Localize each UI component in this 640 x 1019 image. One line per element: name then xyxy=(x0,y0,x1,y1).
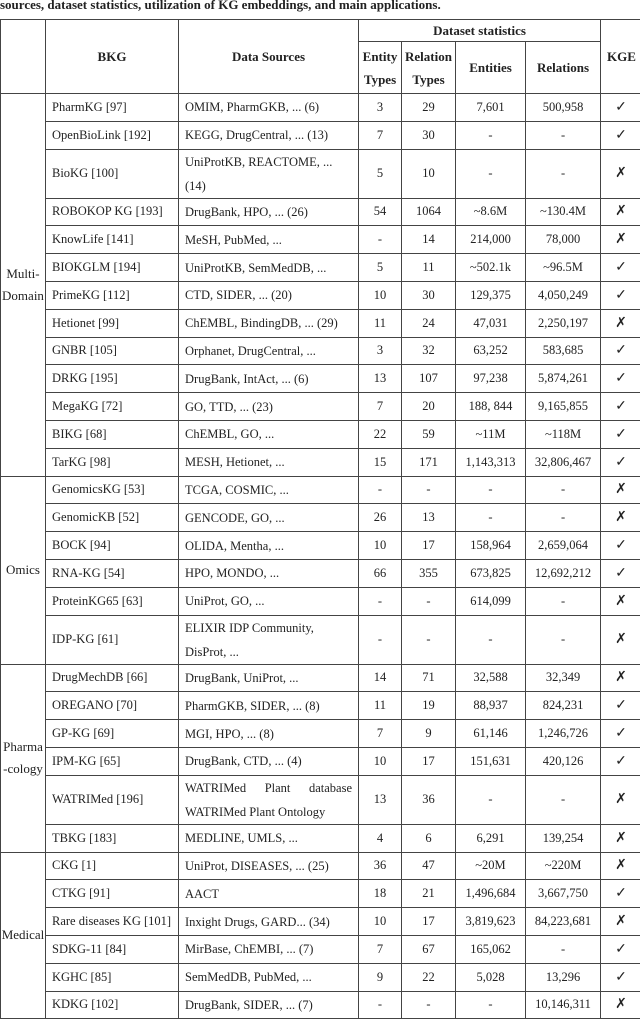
relations-cell: - xyxy=(526,149,601,198)
table-row xyxy=(1,337,640,365)
relations-cell: 32,349 xyxy=(526,664,601,692)
cross-icon: ✗ xyxy=(601,198,640,226)
relations-cell: - xyxy=(526,476,601,504)
bkg-name-cell: IPM-KG [65] xyxy=(46,747,179,775)
relation-types-cell: 9 xyxy=(402,720,456,748)
table-row xyxy=(1,393,640,421)
entities-cell: 151,631 xyxy=(456,747,526,775)
check-icon: ✓ xyxy=(601,692,640,720)
table-row xyxy=(1,664,640,692)
entity-types-cell: 10 xyxy=(359,908,402,936)
relation-types-cell: 24 xyxy=(402,309,456,337)
entities-cell: - xyxy=(456,121,526,149)
entity-types-cell: 13 xyxy=(359,775,402,824)
data-sources-cell: DrugBank, IntAct, ... (6) xyxy=(179,365,359,393)
relation-types-cell: 1064 xyxy=(402,198,456,226)
entities-cell: - xyxy=(456,149,526,198)
bkg-name-cell: BIKG [68] xyxy=(46,420,179,448)
entities-cell: - xyxy=(456,504,526,532)
entity-types-cell: 5 xyxy=(359,254,402,282)
relation-types-cell: 13 xyxy=(402,504,456,532)
table-row xyxy=(1,963,640,991)
data-sources-cell: DrugBank, HPO, ... (26) xyxy=(179,198,359,226)
relation-types-cell: 20 xyxy=(402,393,456,421)
bkg-name-cell: PrimeKG [112] xyxy=(46,281,179,309)
cross-icon: ✗ xyxy=(601,504,640,532)
cross-icon: ✗ xyxy=(601,226,640,254)
relation-types-header: Relation Types xyxy=(402,42,456,94)
check-icon: ✓ xyxy=(601,559,640,587)
entities-cell: ~502.1k xyxy=(456,254,526,282)
entity-types-cell: 10 xyxy=(359,747,402,775)
data-sources-cell: AACT xyxy=(179,880,359,908)
entity-types-cell: 26 xyxy=(359,504,402,532)
entities-cell: - xyxy=(456,991,526,1019)
relations-cell: 500,958 xyxy=(526,94,601,122)
bkg-name-cell: RNA-KG [54] xyxy=(46,559,179,587)
table-row xyxy=(1,587,640,615)
check-icon: ✓ xyxy=(601,935,640,963)
table-row xyxy=(1,880,640,908)
entity-types-cell: - xyxy=(359,587,402,615)
bkg-name-cell: GenomicsKG [53] xyxy=(46,476,179,504)
entities-cell: 7,601 xyxy=(456,94,526,122)
check-icon: ✓ xyxy=(601,281,640,309)
check-icon: ✓ xyxy=(601,254,640,282)
entity-types-cell: 13 xyxy=(359,365,402,393)
entity-types-cell: 9 xyxy=(359,963,402,991)
entities-cell: 32,588 xyxy=(456,664,526,692)
table-row xyxy=(1,121,640,149)
relations-cell: ~118M xyxy=(526,420,601,448)
cross-icon: ✗ xyxy=(601,824,640,852)
relation-types-cell: 10 xyxy=(402,149,456,198)
table-row xyxy=(1,935,640,963)
table-row xyxy=(1,532,640,560)
entity-types-cell: 11 xyxy=(359,692,402,720)
relation-types-cell: - xyxy=(402,587,456,615)
entities-cell: 61,146 xyxy=(456,720,526,748)
table-row xyxy=(1,615,640,664)
relation-types-cell: 30 xyxy=(402,121,456,149)
table-row xyxy=(1,476,640,504)
cross-icon: ✗ xyxy=(601,309,640,337)
entity-types-cell: 36 xyxy=(359,852,402,880)
data-sources-cell: OMIM, PharmGKB, ... (6) xyxy=(179,94,359,122)
entity-types-cell: 14 xyxy=(359,664,402,692)
entities-cell: 88,937 xyxy=(456,692,526,720)
entity-types-cell: 18 xyxy=(359,880,402,908)
relation-types-cell: 22 xyxy=(402,963,456,991)
entities-cell: 6,291 xyxy=(456,824,526,852)
data-sources-cell: GO, TTD, ... (23) xyxy=(179,393,359,421)
category-cell: Omics xyxy=(1,476,46,664)
cross-icon: ✗ xyxy=(601,775,640,824)
relations-cell: 3,667,750 xyxy=(526,880,601,908)
entities-cell: 673,825 xyxy=(456,559,526,587)
table-row xyxy=(1,420,640,448)
table-row xyxy=(1,309,640,337)
category-cell: Pharma -cology xyxy=(1,664,46,852)
entities-cell: 188, 844 xyxy=(456,393,526,421)
table-row xyxy=(1,281,640,309)
entities-cell: 214,000 xyxy=(456,226,526,254)
entities-cell: 63,252 xyxy=(456,337,526,365)
check-icon: ✓ xyxy=(601,720,640,748)
table-row xyxy=(1,254,640,282)
bkg-name-cell: DRKG [195] xyxy=(46,365,179,393)
data-sources-cell: CTD, SIDER, ... (20) xyxy=(179,281,359,309)
check-icon: ✓ xyxy=(601,963,640,991)
relation-types-cell: 19 xyxy=(402,692,456,720)
relation-types-cell: 107 xyxy=(402,365,456,393)
table-row xyxy=(1,747,640,775)
relation-types-cell: - xyxy=(402,476,456,504)
table-row xyxy=(1,365,640,393)
data-sources-cell: UniProtKB, SemMedDB, ... xyxy=(179,254,359,282)
relations-cell: - xyxy=(526,121,601,149)
bkg-name-cell: BioKG [100] xyxy=(46,149,179,198)
entities-cell: ~8.6M xyxy=(456,198,526,226)
entities-cell: - xyxy=(456,476,526,504)
relation-types-cell: - xyxy=(402,991,456,1019)
table-row xyxy=(1,226,640,254)
relation-types-cell: 32 xyxy=(402,337,456,365)
cross-icon: ✗ xyxy=(601,991,640,1019)
check-icon: ✓ xyxy=(601,448,640,476)
cross-icon: ✗ xyxy=(601,149,640,198)
relation-types-cell: 17 xyxy=(402,747,456,775)
relations-cell: 139,254 xyxy=(526,824,601,852)
relations-cell: - xyxy=(526,504,601,532)
relation-types-cell: 21 xyxy=(402,880,456,908)
bkg-name-cell: CTKG [91] xyxy=(46,880,179,908)
entity-types-cell: 3 xyxy=(359,94,402,122)
entity-types-header: Entity Types xyxy=(359,42,402,94)
entity-types-cell: 3 xyxy=(359,337,402,365)
entities-cell: - xyxy=(456,615,526,664)
relation-types-cell: 36 xyxy=(402,775,456,824)
relation-types-cell: 29 xyxy=(402,94,456,122)
cross-icon: ✗ xyxy=(601,615,640,664)
check-icon: ✓ xyxy=(601,532,640,560)
relations-cell: 78,000 xyxy=(526,226,601,254)
relations-cell: 583,685 xyxy=(526,337,601,365)
data-sources-cell: PharmGKB, SIDER, ... (8) xyxy=(179,692,359,720)
table-row xyxy=(1,559,640,587)
entities-cell: 1,496,684 xyxy=(456,880,526,908)
table-row xyxy=(1,775,640,824)
bkg-header: BKG xyxy=(46,20,179,94)
entity-types-cell: 66 xyxy=(359,559,402,587)
table-caption: sources, dataset statistics, utilization of KG embeddings, and main applications. xyxy=(0,0,640,17)
table-row xyxy=(1,720,640,748)
cross-icon: ✗ xyxy=(601,908,640,936)
bkg-name-cell: IDP-KG [61] xyxy=(46,615,179,664)
data-sources-cell: Inxight Drugs, GARD... (34) xyxy=(179,908,359,936)
data-sources-cell: DrugBank, UniProt, ... xyxy=(179,664,359,692)
check-icon: ✓ xyxy=(601,880,640,908)
relation-types-cell: 11 xyxy=(402,254,456,282)
relations-cell: 32,806,467 xyxy=(526,448,601,476)
entities-cell: 1,143,313 xyxy=(456,448,526,476)
cross-icon: ✗ xyxy=(601,587,640,615)
entity-types-cell: 5 xyxy=(359,149,402,198)
relations-cell: - xyxy=(526,615,601,664)
entity-types-cell: 11 xyxy=(359,309,402,337)
entity-types-cell: 7 xyxy=(359,393,402,421)
relations-cell: 12,692,212 xyxy=(526,559,601,587)
bkg-name-cell: Hetionet [99] xyxy=(46,309,179,337)
relations-cell: 2,659,064 xyxy=(526,532,601,560)
data-sources-cell: WATRIMed Plant database WATRIMed Plant Ontology xyxy=(179,775,359,824)
data-sources-cell: UniProt, GO, ... xyxy=(179,587,359,615)
entity-types-cell: 7 xyxy=(359,121,402,149)
relations-cell: 10,146,311 xyxy=(526,991,601,1019)
data-sources-cell: GENCODE, GO, ... xyxy=(179,504,359,532)
entity-types-cell: - xyxy=(359,476,402,504)
relations-cell: 13,296 xyxy=(526,963,601,991)
data-sources-cell: UniProtKB, REACTOME, ... (14) xyxy=(179,149,359,198)
table-row xyxy=(1,824,640,852)
kge-header: KGE xyxy=(601,20,640,94)
bkg-name-cell: OREGANO [70] xyxy=(46,692,179,720)
check-icon: ✓ xyxy=(601,747,640,775)
bkg-name-cell: GenomicKB [52] xyxy=(46,504,179,532)
bkg-name-cell: PharmKG [97] xyxy=(46,94,179,122)
entities-cell: ~11M xyxy=(456,420,526,448)
bkg-name-cell: SDKG-11 [84] xyxy=(46,935,179,963)
category-cell: Multi- Domain xyxy=(1,94,46,477)
cross-icon: ✗ xyxy=(601,476,640,504)
entity-types-cell: 7 xyxy=(359,935,402,963)
bkg-name-cell: DrugMechDB [66] xyxy=(46,664,179,692)
check-icon: ✓ xyxy=(601,420,640,448)
entities-header: Entities xyxy=(456,42,526,94)
entity-types-cell: 4 xyxy=(359,824,402,852)
data-sources-cell: KEGG, DrugCentral, ... (13) xyxy=(179,121,359,149)
relation-types-cell: 17 xyxy=(402,532,456,560)
data-sources-cell: ChEMBL, GO, ... xyxy=(179,420,359,448)
relations-cell: 2,250,197 xyxy=(526,309,601,337)
relations-cell: ~130.4M xyxy=(526,198,601,226)
relations-cell: ~96.5M xyxy=(526,254,601,282)
relations-cell: ~220M xyxy=(526,852,601,880)
relations-cell: 420,126 xyxy=(526,747,601,775)
relation-types-cell: 67 xyxy=(402,935,456,963)
check-icon: ✓ xyxy=(601,365,640,393)
entity-types-cell: 15 xyxy=(359,448,402,476)
table-row xyxy=(1,94,640,122)
bkg-name-cell: KGHC [85] xyxy=(46,963,179,991)
relation-types-cell: 355 xyxy=(402,559,456,587)
dataset-statistics-header: Dataset statistics xyxy=(359,20,601,42)
data-sources-cell: SemMedDB, PubMed, ... xyxy=(179,963,359,991)
bkg-table xyxy=(0,19,640,1019)
table-row xyxy=(1,504,640,532)
table-body xyxy=(1,94,640,1019)
relations-cell: - xyxy=(526,935,601,963)
bkg-name-cell: OpenBioLink [192] xyxy=(46,121,179,149)
bkg-name-cell: CKG [1] xyxy=(46,852,179,880)
bkg-name-cell: MegaKG [72] xyxy=(46,393,179,421)
relation-types-cell: 14 xyxy=(402,226,456,254)
table-row xyxy=(1,149,640,198)
relation-types-cell: 171 xyxy=(402,448,456,476)
entity-types-cell: 7 xyxy=(359,720,402,748)
bkg-name-cell: WATRIMed [196] xyxy=(46,775,179,824)
entity-types-cell: 54 xyxy=(359,198,402,226)
table-row xyxy=(1,908,640,936)
relations-cell: 9,165,855 xyxy=(526,393,601,421)
relations-cell: 84,223,681 xyxy=(526,908,601,936)
data-sources-cell: MEDLINE, UMLS, ... xyxy=(179,824,359,852)
bkg-name-cell: BOCK [94] xyxy=(46,532,179,560)
data-sources-header: Data Sources xyxy=(179,20,359,94)
data-sources-cell: Orphanet, DrugCentral, ... xyxy=(179,337,359,365)
entities-cell: 97,238 xyxy=(456,365,526,393)
relations-cell: - xyxy=(526,587,601,615)
relation-types-cell: 71 xyxy=(402,664,456,692)
relation-types-cell: 47 xyxy=(402,852,456,880)
bkg-name-cell: TarKG [98] xyxy=(46,448,179,476)
entity-types-cell: 10 xyxy=(359,281,402,309)
check-icon: ✓ xyxy=(601,121,640,149)
bkg-name-cell: Rare diseases KG [101] xyxy=(46,908,179,936)
entities-cell: 47,031 xyxy=(456,309,526,337)
table-row xyxy=(1,448,640,476)
bkg-name-cell: KDKG [102] xyxy=(46,991,179,1019)
bkg-name-cell: KnowLife [141] xyxy=(46,226,179,254)
entity-types-cell: 22 xyxy=(359,420,402,448)
entities-cell: 5,028 xyxy=(456,963,526,991)
entities-cell: 3,819,623 xyxy=(456,908,526,936)
relations-header: Relations xyxy=(526,42,601,94)
bkg-name-cell: BIOKGLM [194] xyxy=(46,254,179,282)
table-row xyxy=(1,991,640,1019)
table-row xyxy=(1,692,640,720)
data-sources-cell: DrugBank, CTD, ... (4) xyxy=(179,747,359,775)
relations-cell: 824,231 xyxy=(526,692,601,720)
relation-types-cell: 6 xyxy=(402,824,456,852)
relations-cell: 5,874,261 xyxy=(526,365,601,393)
relations-cell: 1,246,726 xyxy=(526,720,601,748)
data-sources-cell: MeSH, PubMed, ... xyxy=(179,226,359,254)
entity-types-cell: - xyxy=(359,991,402,1019)
relations-cell: 4,050,249 xyxy=(526,281,601,309)
relation-types-cell: - xyxy=(402,615,456,664)
entities-cell: 165,062 xyxy=(456,935,526,963)
entities-cell: ~20M xyxy=(456,852,526,880)
cross-icon: ✗ xyxy=(601,852,640,880)
cross-icon: ✗ xyxy=(601,664,640,692)
data-sources-cell: MESH, Hetionet, ... xyxy=(179,448,359,476)
category-header xyxy=(1,20,46,94)
entities-cell: 129,375 xyxy=(456,281,526,309)
bkg-name-cell: GNBR [105] xyxy=(46,337,179,365)
data-sources-cell: ChEMBL, BindingDB, ... (29) xyxy=(179,309,359,337)
data-sources-cell: UniProt, DISEASES, ... (25) xyxy=(179,852,359,880)
relation-types-cell: 30 xyxy=(402,281,456,309)
table-row xyxy=(1,198,640,226)
data-sources-cell: MirBase, ChEMBI, ... (7) xyxy=(179,935,359,963)
check-icon: ✓ xyxy=(601,393,640,421)
relation-types-cell: 59 xyxy=(402,420,456,448)
relation-types-cell: 17 xyxy=(402,908,456,936)
entity-types-cell: - xyxy=(359,615,402,664)
bkg-name-cell: GP-KG [69] xyxy=(46,720,179,748)
entities-cell: 614,099 xyxy=(456,587,526,615)
category-cell: Medical xyxy=(1,852,46,1019)
bkg-name-cell: ROBOKOP KG [193] xyxy=(46,198,179,226)
bkg-name-cell: TBKG [183] xyxy=(46,824,179,852)
data-sources-cell: ELIXIR IDP Community, DisProt, ... xyxy=(179,615,359,664)
data-sources-cell: DrugBank, SIDER, ... (7) xyxy=(179,991,359,1019)
table-row xyxy=(1,852,640,880)
data-sources-cell: HPO, MONDO, ... xyxy=(179,559,359,587)
entities-cell: 158,964 xyxy=(456,532,526,560)
entities-cell: - xyxy=(456,775,526,824)
data-sources-cell: MGI, HPO, ... (8) xyxy=(179,720,359,748)
entity-types-cell: - xyxy=(359,226,402,254)
bkg-name-cell: ProteinKG65 [63] xyxy=(46,587,179,615)
data-sources-cell: OLIDA, Mentha, ... xyxy=(179,532,359,560)
check-icon: ✓ xyxy=(601,337,640,365)
data-sources-cell: TCGA, COSMIC, ... xyxy=(179,476,359,504)
entity-types-cell: 10 xyxy=(359,532,402,560)
relations-cell: - xyxy=(526,775,601,824)
check-icon: ✓ xyxy=(601,94,640,122)
